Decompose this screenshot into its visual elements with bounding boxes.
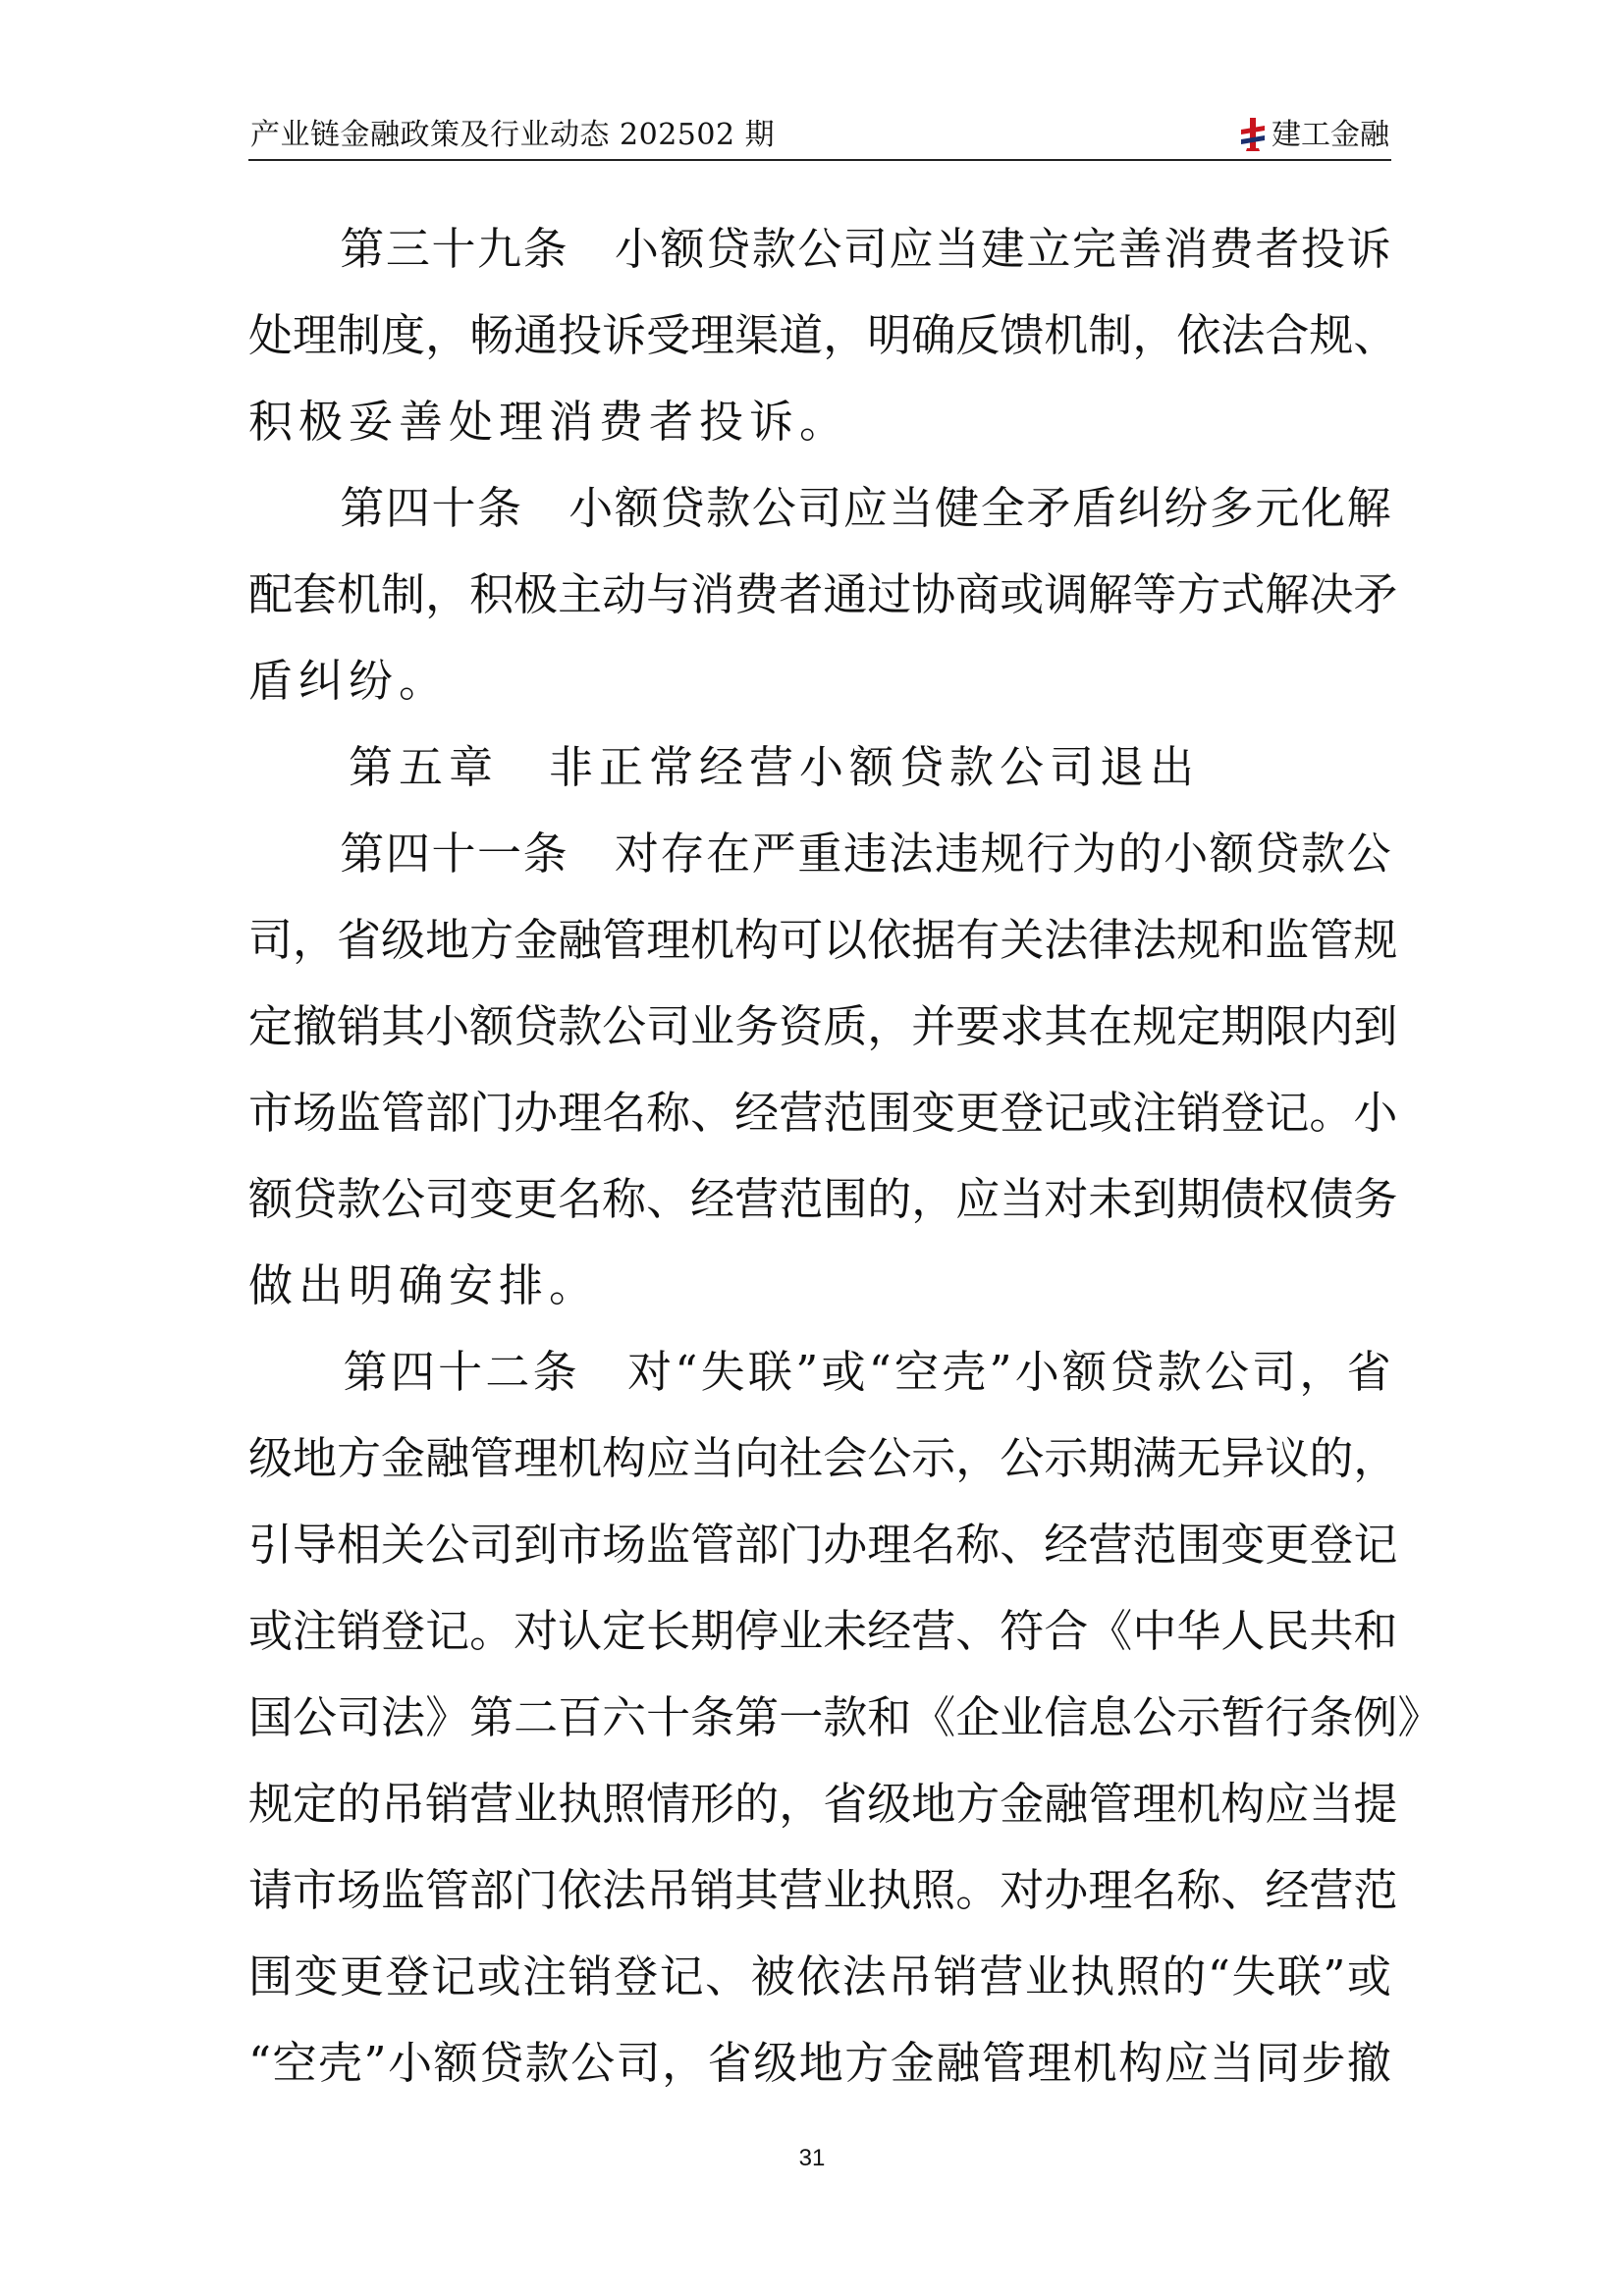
text-line: 国 公 司 法 》 第 二 百 六 十 条 第 一 款 和 《 企 业 信 息 公 示 暂 行 条 例 》 <box>248 1691 1442 1743</box>
text-line: 第 三 十 九 条 小 额 贷 款 公 司 应 当 建 立 完 善 消 费 者 投 诉 <box>340 223 1391 275</box>
text-line: 请 市 场 监 管 部 门 依 法 吊 销 其 营 业 执 照 。 对 办 理 名 称 、 经 营 范 <box>248 1864 1398 1916</box>
text-line: 司 ， 省 级 地 方 金 融 管 理 机 构 可 以 依 据 有 关 法 律 法 规 和 监 管 规 <box>248 914 1398 966</box>
text-line: 做出明确安排。 <box>248 1259 600 1311</box>
text-line: 盾纠纷。 <box>248 655 450 707</box>
text-line: 第五章 非正常经营小额贷款公司退出 <box>248 741 1201 793</box>
header-brand <box>1238 110 1389 153</box>
text-line: 第 四 十 条 小 额 贷 款 公 司 应 当 健 全 矛 盾 纠 纷 多 元 化 解 <box>340 482 1391 534</box>
header-title: 产业链金融政策及行业动态 202502 期 <box>250 118 776 152</box>
text-line: 第 四 十 一 条 对 存 在 严 重 违 法 违 规 行 为 的 小 额 贷 款 公 <box>340 828 1391 880</box>
text-line: 配 套 机 制 ， 积 极 主 动 与 消 费 者 通 过 协 商 或 调 解 等 方 式 解 决 矛 <box>248 568 1398 620</box>
text-line: 处 理 制 度 ， 畅 通 投 诉 受 理 渠 道 ， 明 确 反 馈 机 制 ， 依 法 合 规 、 <box>248 309 1398 361</box>
text-line: 或 注 销 登 记 。 对 认 定 长 期 停 业 未 经 营 、 符 合 《 中 华 人 民 共 和 <box>248 1605 1398 1657</box>
page-header <box>248 110 1391 161</box>
text-line: 第 四 十 二 条 对 “ 失 联 ” 或 “ 空 壳 ” 小 额 贷 款 公 司 ， 省 <box>343 1346 1391 1398</box>
text-line: 级 地 方 金 融 管 理 机 构 应 当 向 社 会 公 示 ， 公 示 期 满 无 异 议 的 ， <box>248 1432 1398 1484</box>
text-line: “ 空 壳 ” 小 额 贷 款 公 司 ， 省 级 地 方 金 融 管 理 机 构 应 当 同 步 撤 <box>248 2037 1391 2089</box>
text-line: 规 定 的 吊 销 营 业 执 照 情 形 的 ， 省 级 地 方 金 融 管 理 机 构 应 当 提 <box>248 1778 1398 1830</box>
text-line: 积极妥善处理消费者投诉。 <box>248 396 850 448</box>
text-line: 定 撤 销 其 小 额 贷 款 公 司 业 务 资 质 ， 并 要 求 其 在 规 定 期 限 内 到 <box>248 1000 1398 1052</box>
page-number: 31 <box>798 2145 826 2171</box>
text-line: 围 变 更 登 记 或 注 销 登 记 、 被 依 法 吊 销 营 业 执 照 的 “ 失 联 ” 或 <box>248 1950 1391 2002</box>
document-body <box>248 206 1442 2107</box>
brand-name: 建工金融 <box>1272 118 1389 152</box>
text-line: 市 场 监 管 部 门 办 理 名 称 、 经 营 范 围 变 更 登 记 或 注 销 登 记 。 小 <box>248 1087 1398 1139</box>
jiangong-finance-logo-icon <box>1238 116 1268 153</box>
text-line: 引 导 相 关 公 司 到 市 场 监 管 部 门 办 理 名 称 、 经 营 范 围 变 更 登 记 <box>248 1519 1398 1571</box>
text-line: 额 贷 款 公 司 变 更 名 称 、 经 营 范 围 的 ， 应 当 对 未 到 期 债 权 债 务 <box>248 1173 1398 1225</box>
